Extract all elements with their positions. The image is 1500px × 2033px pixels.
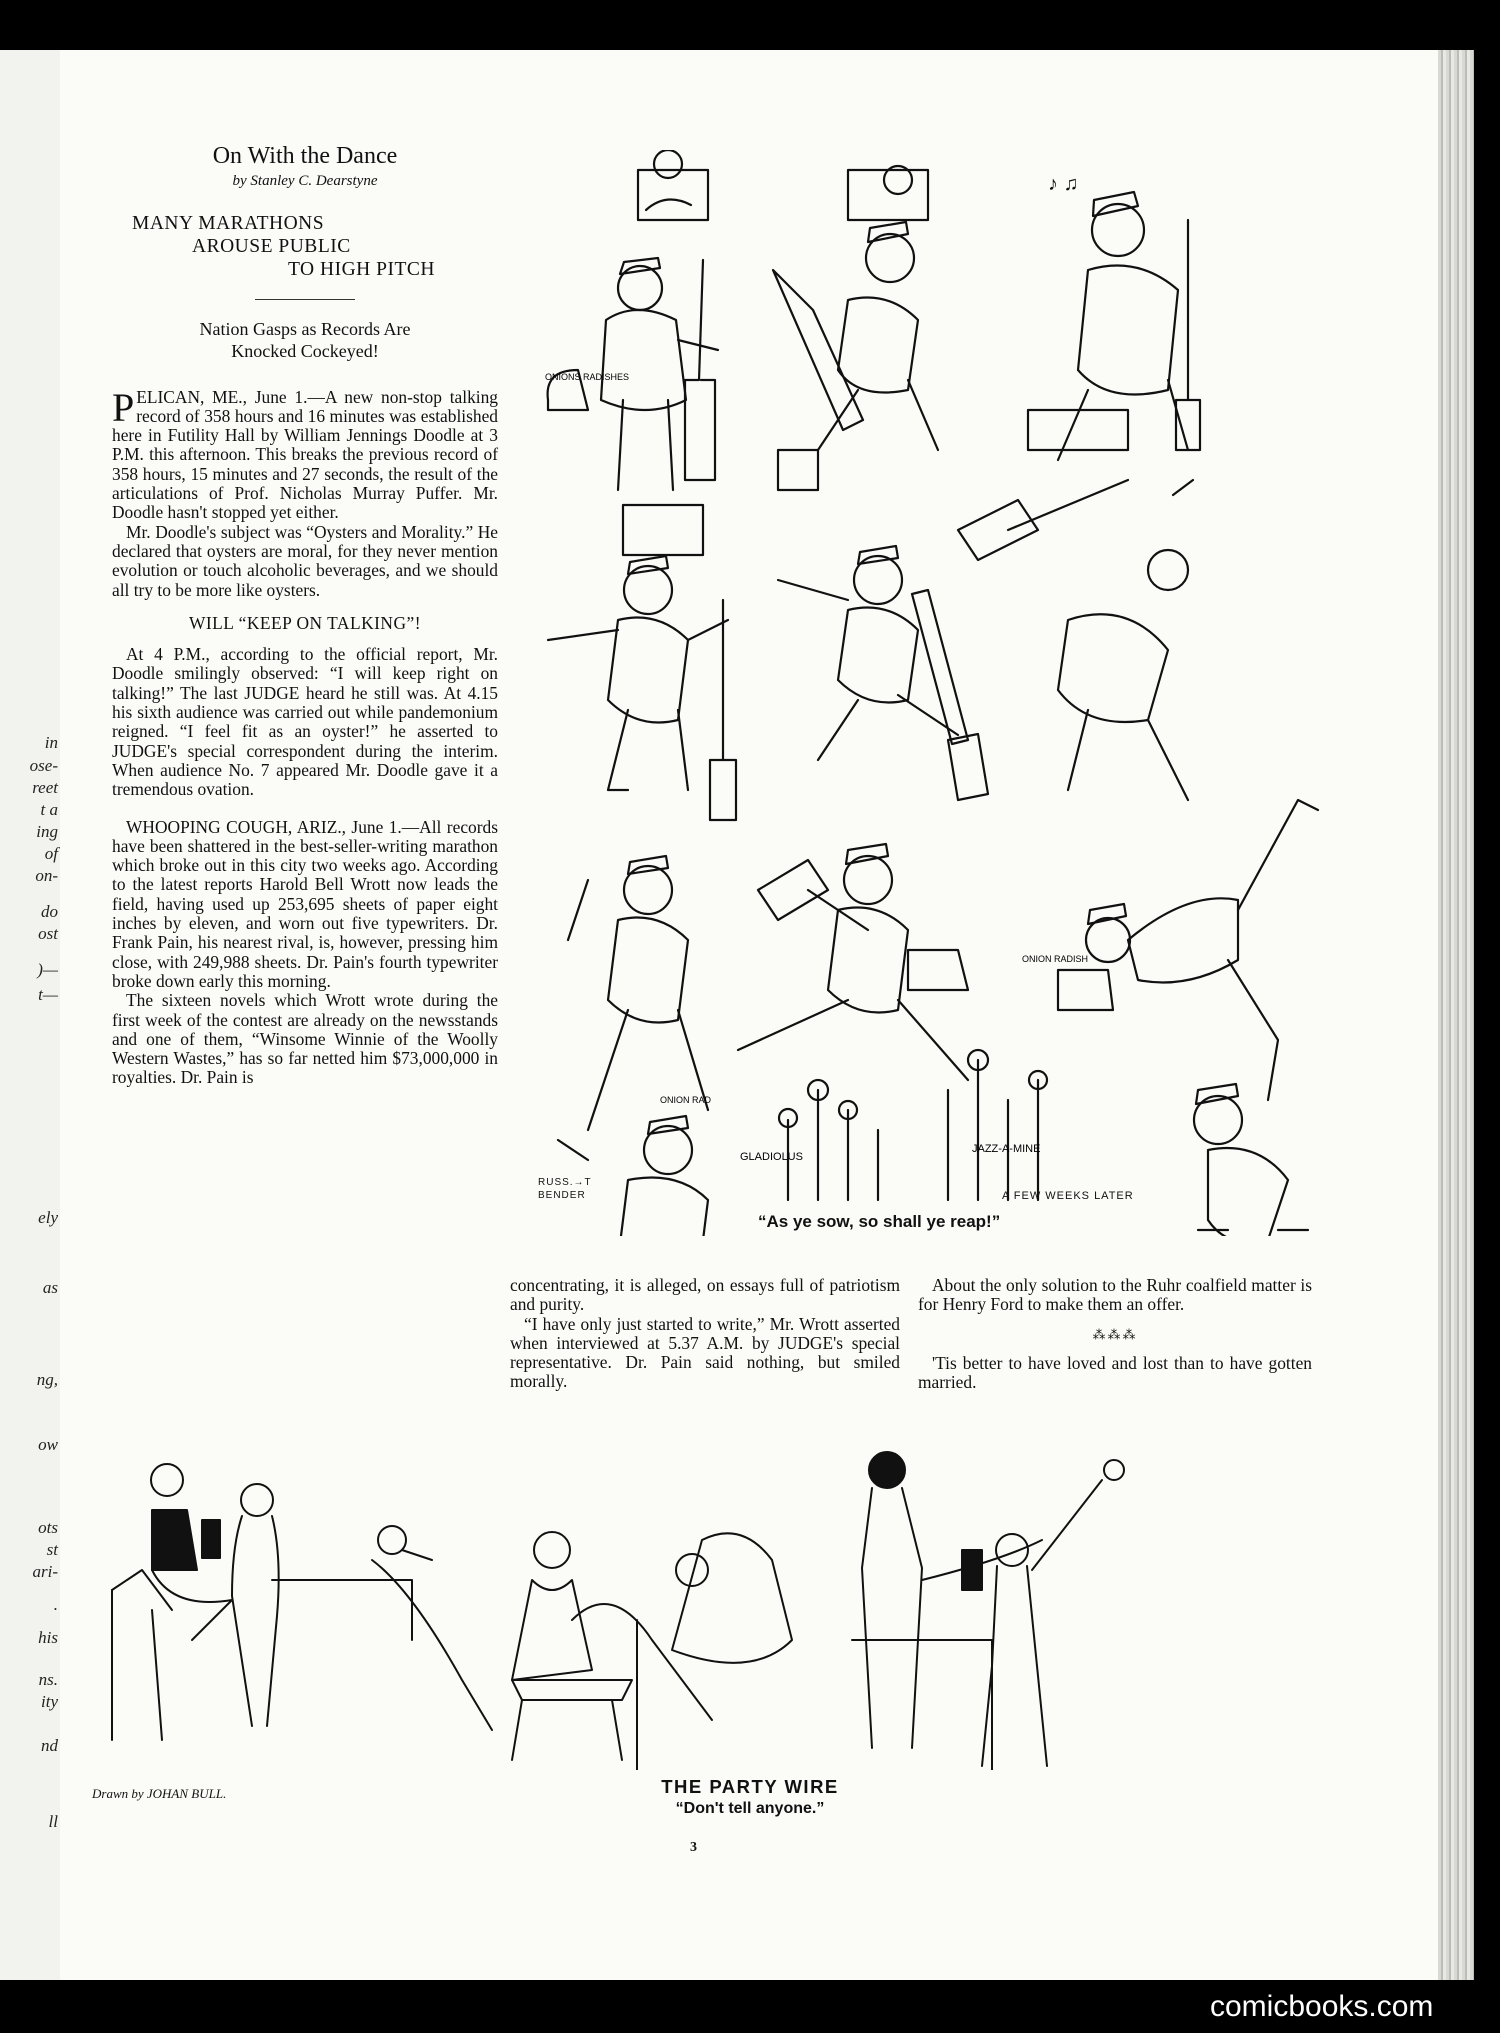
panel-9-gardener-leaping [1058,800,1318,1100]
party-wire-cartoon [92,1440,1332,1770]
margin-fragment: t a [40,800,58,819]
panel-2-gardener-leaning [773,166,938,490]
label-gladiolus: GLADIOLUS [740,1151,803,1163]
margin-fragment: on- [35,866,58,885]
article-title: On With the Dance [212,143,398,169]
margin-fragment: ari- [32,1562,58,1581]
label-onions-radishes: ONIONS RADISHES [545,372,630,382]
margin-fragment: ots [38,1518,58,1537]
adjacent-page-strip [0,50,64,1980]
margin-fragment: ity [41,1692,58,1711]
margin-fragment: ll [48,1812,58,1831]
divider [255,299,355,300]
paragraph-loved-and-lost: 'Tis better to have loved and lost than to have gotten married. [918,1352,1312,1393]
article-continuation-column [510,1276,900,1392]
margin-fragment: in [44,733,58,752]
margin-fragment: nd [41,1736,58,1755]
drop-cap: P [112,384,135,430]
gardener-dance-cartoon [528,150,1323,1236]
woman-on-stool [512,1532,637,1770]
paragraph-pelican [112,384,498,523]
margin-fragment: his [38,1628,58,1647]
margin-fragment: st [46,1540,58,1559]
cartoon-caption: “As ye sow, so shall ye reap!” [758,1212,1001,1231]
man-at-phone [202,1484,279,1726]
margin-fragment: do [41,902,58,921]
party-wire-caption [560,1776,940,1818]
man-waving-hat [962,1460,1124,1766]
svg-text:♪ ♫: ♪ ♫ [1048,173,1079,195]
headline-line-1: MANY MARATHONS [132,212,325,234]
panel-8-gardener-sowing [738,844,968,1080]
paragraph-ruhr: About the only solution to the Ruhr coalfield matter is for Henry Ford to make them an offer. [918,1275,1312,1315]
panel-3-gardener-singing [1028,173,1200,460]
panel-4-gardener-dancing [548,556,736,820]
paragraph-pelican-text: ELICAN, ME., June 1.—A new non-stop talking record of 358 hours and 16 minutes was established here in Futility Hall by William Jennings Doodle at 3 P.M. this afternoon. This breaks the previous record of 358 hours, 15 minutes and 27 seconds, the result of the articulations of Prof. Nicholas Murray Puffer. Mr. Doodle hasn't stopped yet either. [112,386,498,523]
woman-standing [852,1452,1042,1770]
margin-fragment: ing [36,822,58,841]
book-spine [1438,50,1474,1980]
paragraph-sixteen-novels: The sixteen novels which Wrott wrote during the first week of the contest are already on the newsstands and one of them, “Winsome Winnie of the Woolly Western Wastes,” has so far netted him $73,000,000 in royalties. Dr. Pain is [112,990,498,1088]
headline-line-2: AROUSE PUBLIC [192,235,351,257]
party-wire-title: THE PARTY WIRE [661,1776,839,1797]
margin-fragment: ng, [36,1370,58,1389]
panel-11-flowers [779,1050,1047,1200]
subheadline-line-2: Knocked Cockeyed! [231,340,379,361]
panel-12-gardener-surprised [1194,1084,1308,1236]
panel-5-gardener-kicking [778,546,988,800]
headline-line-3: TO HIGH PITCH [288,258,435,280]
margin-fragment: . [53,1595,58,1614]
panel-7-gardener-stepping [568,856,708,1130]
subheadline [112,318,498,362]
subheadline-line-1: Nation Gasps as Records Are [199,318,411,339]
few-weeks-later-label: A FEW WEEKS LATER [1002,1190,1134,1202]
artist-signature-russ-bender: RUSS.→T BENDER [538,1177,592,1201]
panel-6-gardener-spinning [958,480,1193,800]
margin-fragment: ose- [29,756,58,775]
man-reclining-phone [272,1526,492,1730]
paragraph-oysters: Mr. Doodle's subject was “Oysters and Morality.” He declared that oysters are moral, for they never mention evolution or touch alcoholic beverages, and we should all try to be more like oysters. [112,521,498,600]
label-onion-rad: ONION RAD [660,1095,712,1105]
woman-in-armchair [572,1533,792,1720]
section-heading-keep-talking: WILL “KEEP ON TALKING”! [188,612,422,633]
page-number: 3 [690,1840,697,1855]
margin-fragment: as [42,1278,58,1297]
woman-sitting-phone [112,1464,232,1740]
asterism: ⁂⁂⁂ [1092,1326,1138,1342]
paragraph-wrott-quote: “I have only just started to write,” Mr. Wrott asserted when interviewed at 5.37 A.M. by JUDGE's special representative. Dr. Pain said nothing, but smiled morally. [510,1313,900,1392]
article-on-with-the-dance [112,143,498,1088]
margin-fragment: of [44,844,58,863]
margin-fragment: ely [38,1208,58,1227]
party-wire-subtitle: “Don't tell anyone.” [675,1800,825,1817]
panel-1-gardener-listening [548,150,718,555]
margin-fragment: ns. [38,1670,58,1689]
margin-fragment: ow [38,1435,58,1454]
site-watermark: comicbooks.com [1210,1990,1434,2023]
label-jazz-a-mine: JAZZ-A-MINE [972,1143,1041,1155]
paragraph-whooping-cough: WHOOPING COUGH, ARIZ., June 1.—All records have been shattered in the best-seller-writing marathon which broke out in this city two weeks ago. According to the latest reports Harold Bell Wrott now leads the field, having used up 253,695 sheets of paper eight inches by eleven, and worn out five typewriters. Dr. Frank Pain, his nearest rival, is, however, pressing him close, with 249,988 sheets. Dr. Pain's fourth typewriter broke down early this morning. [112,816,498,991]
paragraph-4pm: At 4 P.M., according to the official report, Mr. Doodle smilingly observed: “I will keep right on talking!” The last JUDGE heard he still was. At 4.15 his sixth audience was carried out while pandemonium reigned. “I feel fit as an oyster!” he asserted to JUDGE's special correspondent during the interim. When audience No. 7 appeared Mr. Doodle gave it a tremendous ovation. [112,644,498,800]
filler-column [918,1276,1312,1392]
margin-fragment: ost [38,924,58,943]
label-onion-radish: ONION RADISH [1022,954,1089,964]
margin-fragment: t— [38,985,58,1004]
paragraph-concentrating: concentrating, it is alleged, on essays full of patriotism and purity. [510,1275,900,1315]
drawn-by-credit: Drawn by JOHAN BULL. [92,1786,227,1801]
margin-fragment: reet [32,778,58,797]
margin-fragment: )— [37,960,58,979]
article-byline: by Stanley C. Dearstyne [232,173,378,190]
